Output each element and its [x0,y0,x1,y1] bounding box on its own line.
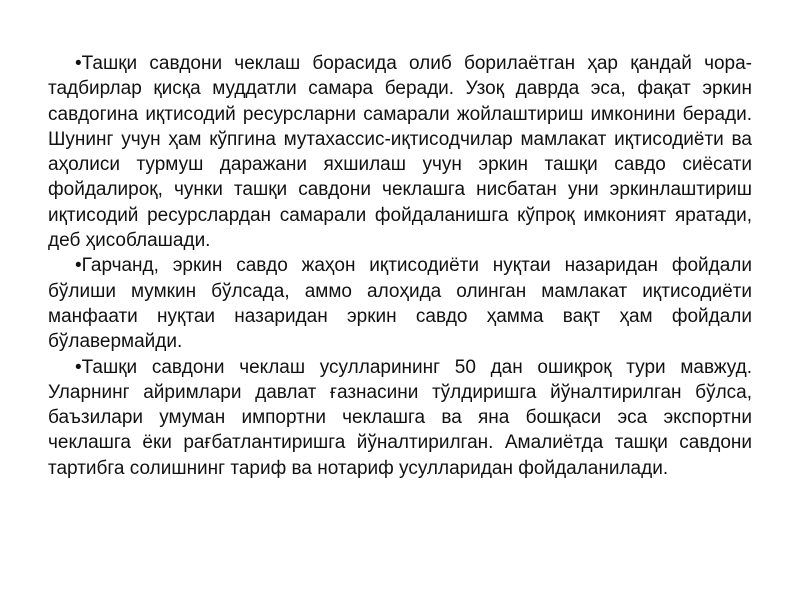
paragraph-restriction-methods: •Ташқи савдони чеклаш усулларининг 50 дан ошиқроқ тури мавжуд. Уларнинг айримлари давлат ғазнасини тўлдиришга йўналтирилган бўлса, баъзилари умуман импортни чеклашга ва яна бошқаси эса экспортни чеклашга ёки рағбатлантиришга йўналтирилган. Амалиётда ташқи савдони тартибга солишнинг тариф ва нотариф усулларидан фойдаланилади. [48,356,752,479]
paragraph-trade-restriction: •Ташқи савдони чеклаш борасида олиб борилаётган ҳар қандай чора-тадбирлар қисқа муддатли самара беради. Узоқ даврда эса, фақат эркин савдогина иқтисодий ресурсларни самарали жойлаштириш имконини беради. Шунинг учун ҳам кўпгина мутахассис-иқтисодчилар мамлакат иқтисодиёти ва аҳолиси турмуш даражани яхшилаш учун эркин ташқи савдо сиёсати фойдалироқ, чунки ташқи савдони чеклашга нисбатан уни эркинлаштириш иқтисодий ресурслардан самарали фойдаланишга кўпроқ имконият яратади, деб ҳисоблашади. [48,53,752,252]
paragraph-free-trade-benefit: •Гарчанд, эркин савдо жаҳон иқтисодиёти нуқтаи назаридан фойдали бўлиши мумкин бўлсада, аммо алоҳида олинган мамлакат иқтисодиёти манфаати нуқтаи назаридан эркин савдо ҳамма вақт ҳам фойдали бўлавермайди. [48,255,752,353]
